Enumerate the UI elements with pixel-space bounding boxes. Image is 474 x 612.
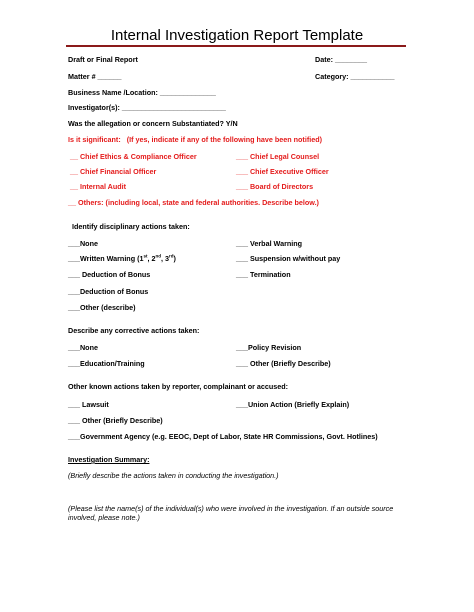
- corrective-none: ___None: [68, 343, 98, 352]
- disciplinary-termination: ___ Termination: [236, 270, 291, 279]
- ww-mid2: , 3: [161, 254, 169, 263]
- ww-st: st: [143, 253, 148, 259]
- disciplinary-deduction-bonus-1: ___ Deduction of Bonus: [68, 270, 151, 279]
- corrective-other: ___ Other (Briefly Describe): [236, 359, 331, 368]
- ww-rd: rd: [169, 253, 174, 259]
- business-name-field: Business Name /Location: ______________: [68, 88, 216, 97]
- notify-board: ___ Board of Directors: [236, 182, 314, 191]
- ww-suffix: ): [173, 254, 176, 263]
- disciplinary-suspension: ___ Suspension w/without pay: [236, 254, 341, 263]
- known-actions-heading: Other known actions taken by reporter, complainant or accused:: [68, 382, 289, 391]
- significant-question: [68, 135, 322, 144]
- disciplinary-heading: Identify disciplinary actions taken:: [72, 222, 190, 231]
- summary-note-individuals-1: (Please list the name(s) of the individual(s) who were involved in the investigation. If an outside source: [68, 504, 394, 513]
- corrective-policy-revision: ___Policy Revision: [236, 343, 302, 352]
- known-actions-lawsuit: ___ Lawsuit: [68, 400, 109, 409]
- allegation-question: Was the allegation or concern Substantiated? Y/N: [68, 119, 238, 128]
- disciplinary-other: ___Other (describe): [68, 303, 136, 312]
- category-field: Category: ___________: [315, 72, 395, 81]
- matter-field: Matter # ______: [68, 72, 122, 81]
- disciplinary-verbal-warning: ___ Verbal Warning: [236, 239, 303, 248]
- notify-ceo: ___ Chief Executive Officer: [236, 167, 329, 176]
- notify-cfo: __ Chief Financial Officer: [70, 167, 157, 176]
- summary-note-individuals-2: involved, please note.): [68, 513, 140, 522]
- notify-chief-legal: ___ Chief Legal Counsel: [236, 152, 320, 161]
- summary-heading: Investigation Summary:: [68, 455, 150, 464]
- corrective-education: ___Education/Training: [68, 359, 145, 368]
- known-actions-union: ___Union Action (Briefly Explain): [236, 400, 350, 409]
- known-actions-gov-agency: ___Government Agency (e.g. EEOC, Dept of Labor, State HR Commissions, Govt. Hotlines): [68, 432, 378, 441]
- disciplinary-deduction-bonus-2: ___Deduction of Bonus: [68, 287, 149, 296]
- ww-prefix: ___Written Warning (1: [68, 254, 144, 263]
- title-rule: [66, 45, 406, 47]
- significant-instruction: (If yes, indicate if any of the following have been notified): [126, 135, 322, 144]
- notify-internal-audit: __ Internal Audit: [70, 182, 127, 191]
- notify-chief-ethics: __ Chief Ethics & Compliance Officer: [70, 152, 197, 161]
- page-title: Internal Investigation Report Template: [110, 27, 364, 44]
- date-field: Date: ________: [315, 55, 367, 64]
- ww-mid1: , 2: [147, 254, 156, 263]
- disciplinary-written-warning: [68, 254, 176, 263]
- known-actions-other: ___ Other (Briefly Describe): [68, 416, 163, 425]
- significant-label: Is it significant:: [68, 135, 121, 144]
- disciplinary-none: ___None: [68, 239, 98, 248]
- draft-final-label: Draft or Final Report: [68, 55, 138, 64]
- ww-nd: nd: [155, 253, 161, 259]
- corrective-heading: Describe any corrective actions taken:: [68, 326, 200, 335]
- summary-note-actions: (Briefly describe the actions taken in conducting the investigation.): [68, 471, 279, 480]
- notify-others: __ Others: (including local, state and federal authorities. Describe below.): [68, 198, 319, 207]
- investigators-field: Investigator(s): __________________________: [68, 103, 226, 112]
